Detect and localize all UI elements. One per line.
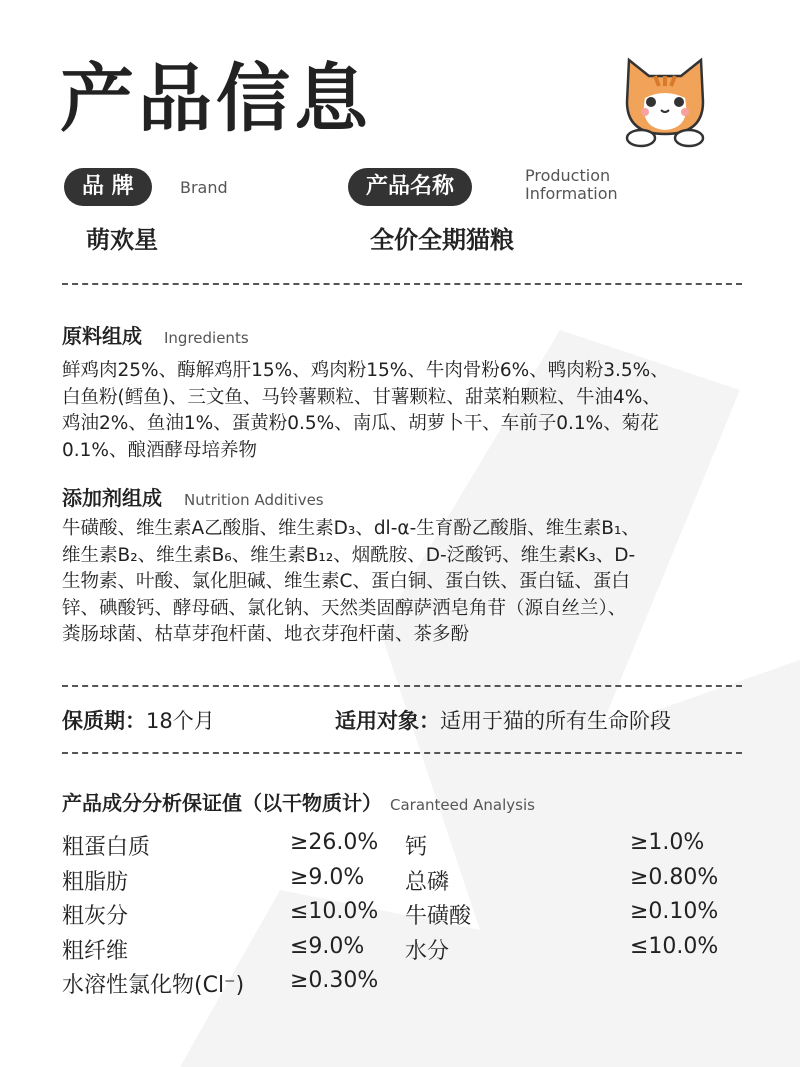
cat-mascot-icon: [615, 52, 715, 148]
analysis-name: 水溶性氯化物(Cl⁻): [62, 973, 245, 998]
ingredients-heading: [62, 320, 249, 349]
analysis-heading: [62, 787, 535, 816]
analysis-name: 钙: [405, 835, 428, 860]
analysis-name: 牛磺酸: [405, 904, 472, 929]
divider: [62, 752, 742, 754]
analysis-name: 粗纤维: [62, 938, 129, 964]
additives-line: 牛磺酸、维生素A乙酸脂、维生素D₃、dl-α-生育酚乙酸脂、维生素B₁、: [62, 518, 640, 539]
additives-line: 生物素、叶酸、氯化胆碱、维生素C、蛋白铜、蛋白铁、蛋白锰、蛋白: [62, 571, 630, 593]
shelf-life: [62, 705, 215, 735]
product-name-label-pill: 产品名称: [348, 168, 472, 206]
analysis-value: ≥26.0%: [290, 830, 379, 855]
analysis-name: 粗蛋白质: [62, 835, 151, 860]
ingredients-line: 白鱼粉(鳕鱼)、三文鱼、马铃薯颗粒、甘薯颗粒、甜菜粕颗粒、牛油4%、: [62, 386, 661, 408]
target-audience: [335, 705, 671, 735]
page-title: 产品信息: [60, 56, 372, 142]
additives-line: 粪肠球菌、枯草芽孢杆菌、地衣芽孢杆菌、茶多酚: [62, 624, 470, 646]
analysis-title-en: Caranteed Analysis: [390, 796, 535, 814]
additives-title: 添加剂组成: [62, 486, 162, 510]
additives-heading: [62, 482, 324, 511]
shelf-life-value: 18个月: [146, 709, 215, 733]
analysis-name: 粗脂肪: [62, 869, 129, 895]
additives-text: [62, 516, 762, 649]
analysis-value: ≥0.30%: [290, 968, 379, 993]
analysis-value: ≥1.0%: [630, 830, 705, 855]
shelf-life-label: 保质期：: [62, 709, 146, 733]
analysis-value: ≥0.80%: [630, 864, 719, 890]
analysis-value: ≥0.10%: [630, 899, 719, 924]
analysis-value: ≤10.0%: [290, 899, 379, 924]
divider: [62, 685, 742, 687]
analysis-value: ≤9.0%: [290, 933, 365, 959]
analysis-name: 粗灰分: [62, 904, 129, 929]
ingredients-line: 鸡油2%、鱼油1%、蛋黄粉0.5%、南瓜、胡萝卜干、车前子0.1%、菊花: [62, 413, 659, 435]
ingredients-text: [62, 358, 762, 464]
ingredients-line: 鲜鸡肉25%、酶解鸡肝15%、鸡肉粉15%、牛肉骨粉6%、鸭肉粉3.5%、: [62, 360, 669, 381]
analysis-value: ≤10.0%: [630, 933, 719, 959]
brand-label-pill: 品 牌: [64, 168, 152, 206]
additives-line: 维生素B₂、维生素B₆、维生素B₁₂、烟酰胺、D-泛酸钙、维生素K₃、D-: [62, 544, 636, 566]
product-label-en-1: Production: [525, 166, 611, 185]
brand-label-en: Brand: [180, 178, 228, 197]
ingredients-title-en: Ingredients: [164, 329, 249, 347]
ingredients-title: 原料组成: [62, 324, 142, 348]
ingredients-line: 0.1%、酿酒酵母培养物: [62, 439, 258, 461]
product-label-en-2: Information: [525, 184, 618, 203]
product-name-value: 全价全期猫粮: [370, 226, 514, 254]
analysis-value: ≥9.0%: [290, 864, 365, 890]
analysis-name: 总磷: [405, 869, 450, 895]
brand-value: 萌欢星: [86, 226, 158, 254]
additives-line: 锌、碘酸钙、酵母硒、氯化钠、天然类固醇萨洒皂角苷（源自丝兰）、: [62, 597, 627, 619]
analysis-name: 水分: [405, 938, 450, 964]
divider: [62, 283, 742, 285]
analysis-title: 产品成分分析保证值（以干物质计）: [62, 791, 382, 815]
additives-title-en: Nutrition Additives: [184, 491, 324, 509]
target-value: 适用于猫的所有生命阶段: [440, 709, 671, 733]
target-label: 适用对象：: [335, 709, 440, 733]
